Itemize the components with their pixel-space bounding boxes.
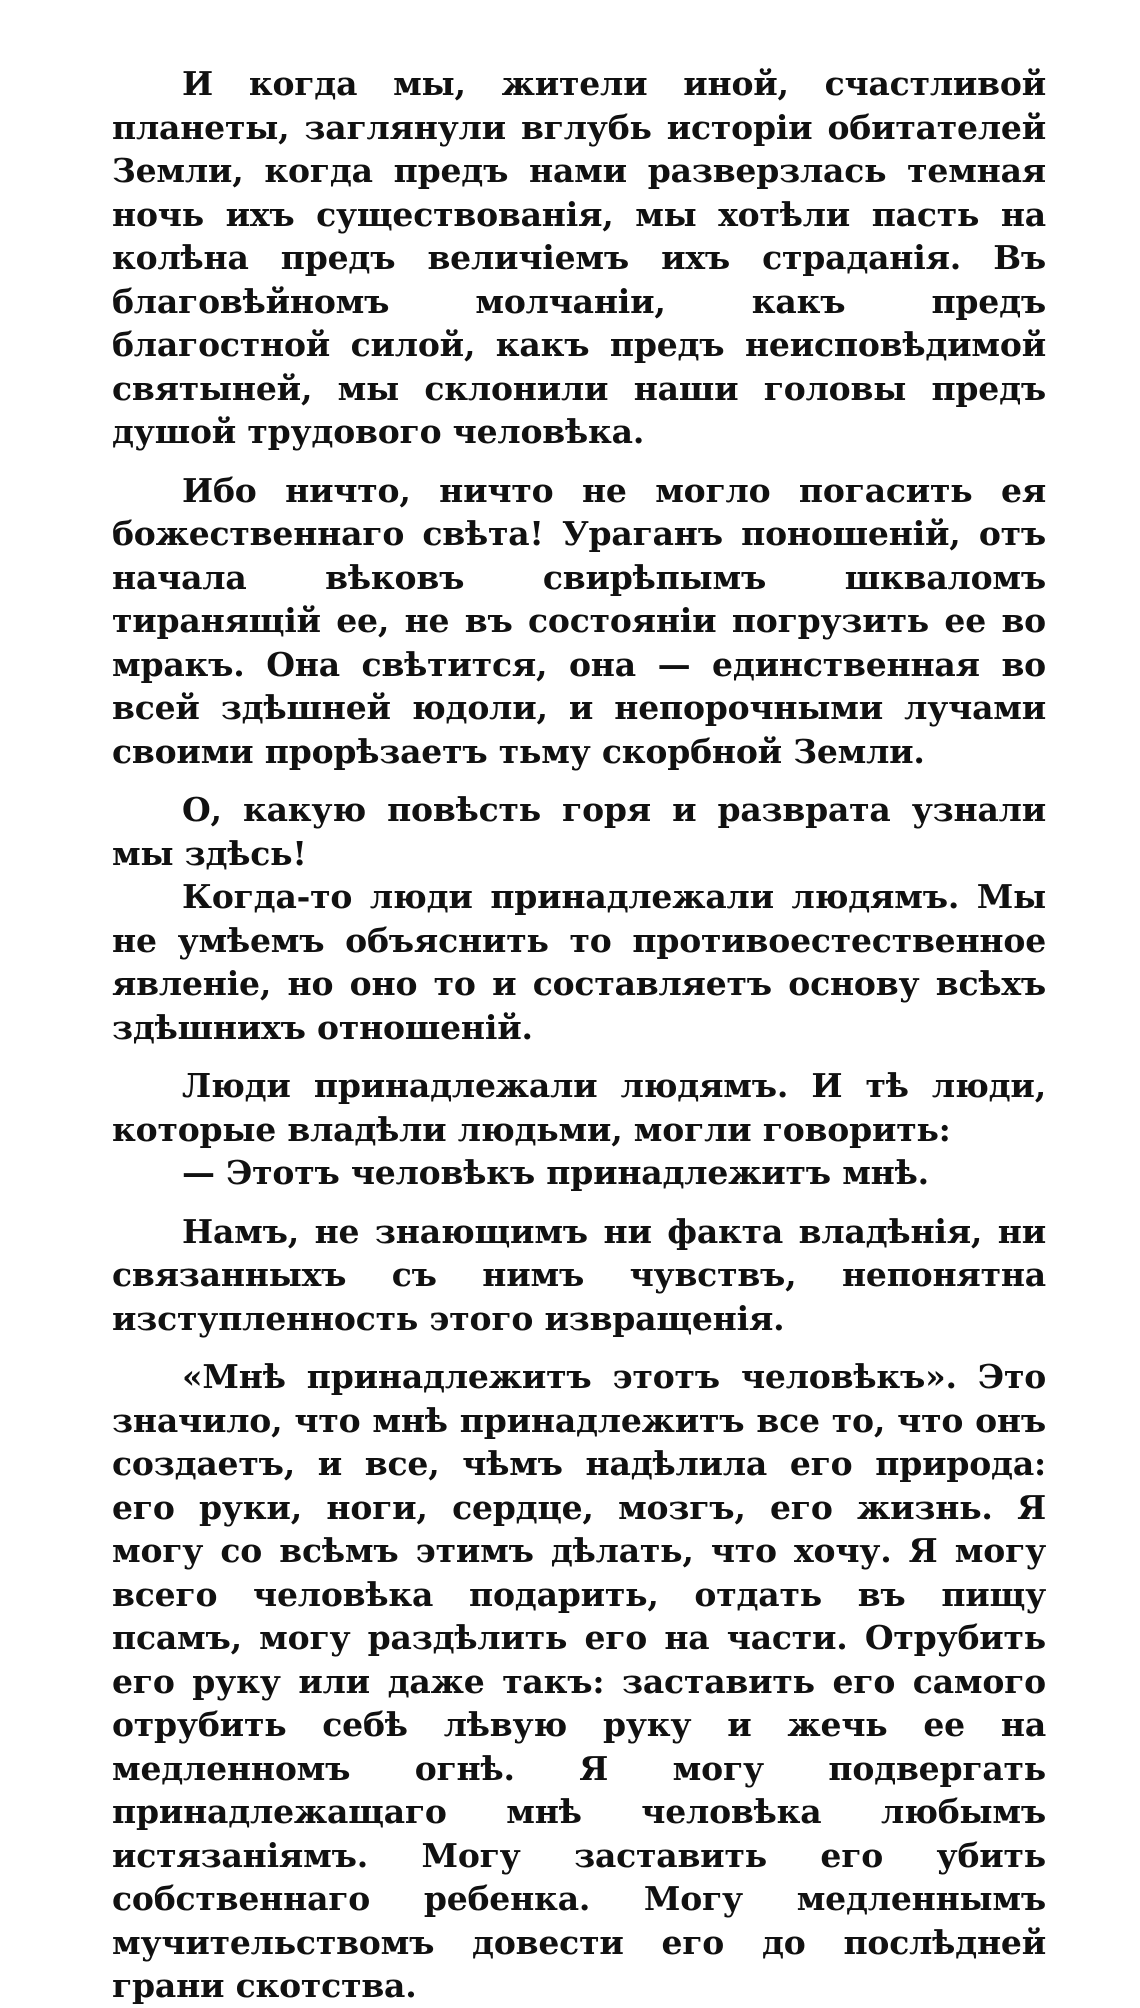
paragraph-5: Люди принадлежали людямъ. И тѣ люди, которые владѣли людьми, могли говорить: — [112, 1066, 1046, 1149]
paragraph-4: Когда-то люди принадлежали людямъ. Мы не умѣемъ объяснить то противоестественное явленіе, но оно то и составляетъ основу всѣхъ здѣшнихъ отношеній. — [112, 877, 1046, 1047]
page-text-body — [112, 62, 1046, 2008]
paragraph-3: О, какую повѣсть горя и разврата узнали мы здѣсь! — [112, 790, 1046, 873]
paragraph-6: Намъ, не знающимъ ни факта владѣнія, ни связанныхъ съ нимъ чувствъ, непонятна изступленность этого извращенія. — [112, 1211, 1046, 1338]
paragraph-2: Ибо ничто, ничто не могло погасить ея божественнаго свѣта! Ураганъ поношеній, отъ начала вѣковъ свирѣпымъ шкваломъ тиранящій ее, не въ состояніи погрузить ее во мракъ. Она свѣтится, она — единственная во всей здѣшней юдоли, и непорочными лучами своими прорѣзаетъ тьму скорбной Земли. — [112, 470, 1046, 771]
paragraph-7: «Мнѣ принадлежитъ этотъ человѣкъ». Это значило, что мнѣ принадлежитъ все то, что онъ создаетъ, и все, чѣмъ надѣлила его природа: его руки, ноги, сердце, мозгъ, его жизнь. Я могу со всѣмъ этимъ дѣлать, что хочу. Я могу всего человѣка подарить, отдать въ пищу псамъ, могу раздѣлить его на части. Отрубить его руку или даже такъ: заставить его самого отрубить себѣ лѣвую руку и жечь ее на медленномъ огнѣ. Я могу подвергать принадлежащаго мнѣ человѣка любымъ истязаніямъ. Могу заставить его убить собственнаго ребенка. Могу медленнымъ мучительствомъ довести его до послѣдней грани скотства. — [112, 1357, 1046, 2005]
dialogue-line: — Этотъ человѣкъ принадлежитъ мнѣ. — [182, 1153, 929, 1192]
paragraph-1: И когда мы, жители иной, счастливой планеты, заглянули вглубь исторіи обитателей Земли, когда предъ нами разверзлась темная ночь ихъ существованія, мы хотѣли пасть на колѣна предъ величіемъ ихъ страданія. Въ благовѣйномъ молчаніи, какъ предъ благостной силой, какъ предъ неисповѣдимой святыней, мы склонили наши головы предъ душой трудового человѣка. — [112, 64, 1046, 451]
